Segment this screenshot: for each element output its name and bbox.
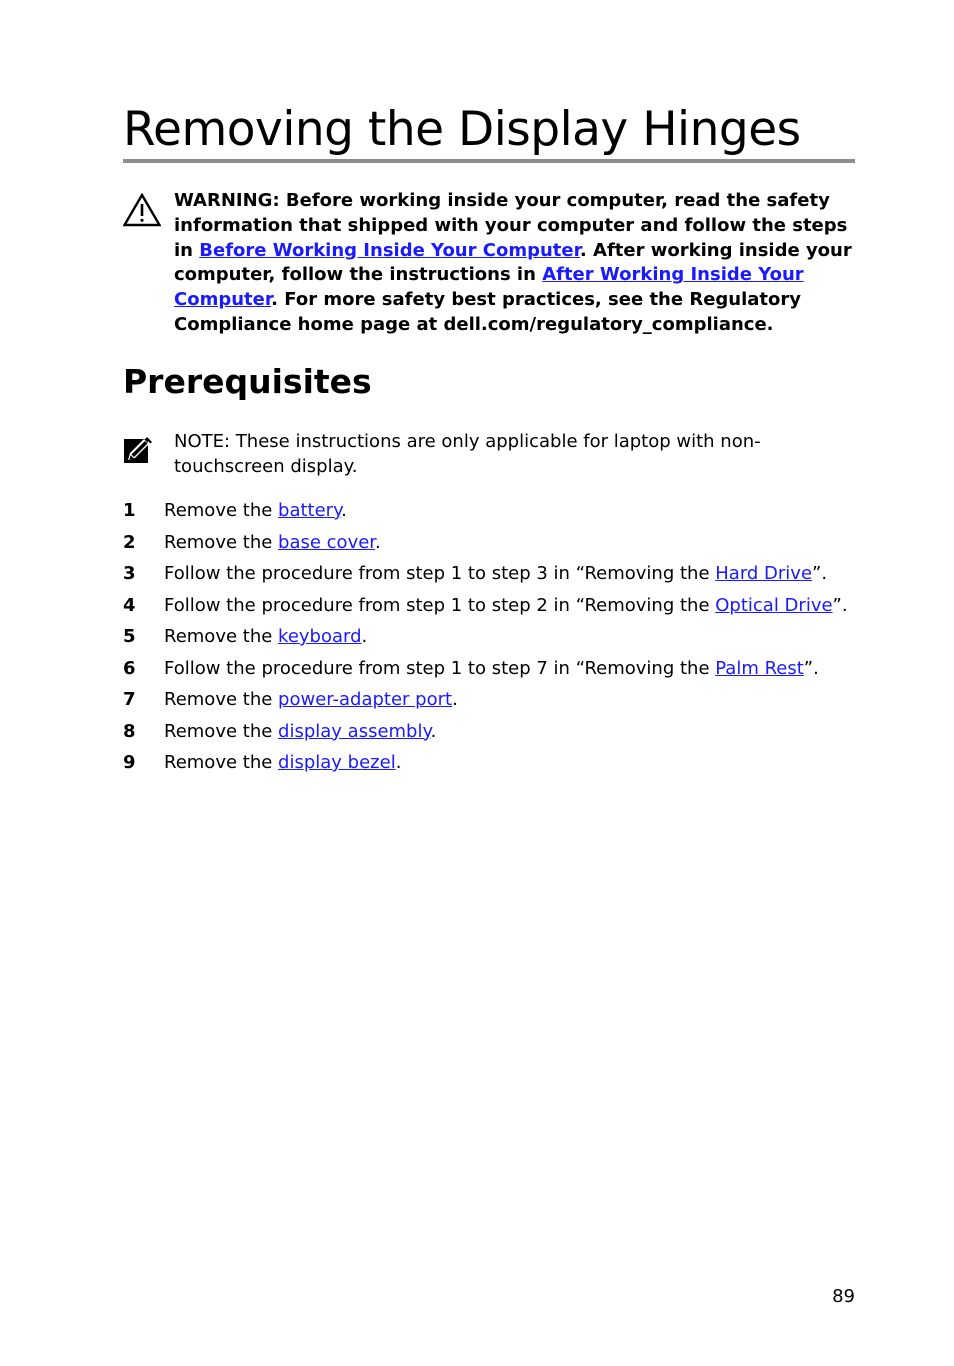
step-link[interactable]: Palm Rest — [715, 657, 804, 679]
warning-text-2: . After working inside your computer, follow the instructions in — [174, 239, 852, 286]
step-link[interactable]: display bezel — [278, 752, 396, 773]
step-text: Remove the — [164, 500, 279, 521]
step-link[interactable]: power-adapter port — [278, 689, 453, 710]
step-number: 3 — [123, 563, 136, 584]
before-working-link[interactable]: Before Working Inside Your Computer — [199, 239, 580, 261]
step-text-end: . — [375, 531, 381, 553]
list-item — [123, 687, 855, 712]
step-link[interactable]: display assembly — [278, 720, 431, 742]
list-item — [123, 561, 855, 586]
step-text: Remove the — [164, 689, 279, 710]
after-working-link[interactable]: After Working Inside Your Computer — [174, 264, 804, 311]
list-item — [123, 498, 855, 523]
page-title: Removing the Display Hinges — [123, 102, 801, 157]
step-text: Follow the procedure from step 1 to step 2 in “Removing the — [164, 594, 716, 616]
step-link[interactable]: keyboard — [278, 626, 362, 647]
warning-text-3: . For more safety best practices, see the Regulatory Compliance home page at dell.com/regulatory_compliance. — [174, 289, 801, 335]
step-number: 9 — [123, 752, 136, 773]
step-text: Follow the procedure from step 1 to step 3 in “Removing the — [164, 563, 716, 584]
step-text-end: . — [361, 626, 368, 647]
step-text: Follow the procedure from step 1 to step 7 in “Removing the — [164, 657, 716, 679]
step-text-end: . — [430, 720, 437, 742]
step-number: 4 — [123, 594, 136, 616]
warning-triangle-icon — [123, 193, 161, 227]
step-text-end: ”. — [812, 563, 828, 584]
step-link[interactable]: base cover — [278, 531, 376, 553]
page-number: 89 — [832, 1286, 855, 1307]
list-item — [123, 624, 855, 649]
list-item — [123, 719, 855, 744]
list-item — [123, 656, 855, 681]
step-text: Remove the — [164, 752, 279, 773]
step-number: 8 — [123, 720, 136, 742]
list-item — [123, 593, 855, 618]
note-label: NOTE: — [174, 431, 231, 452]
list-item — [123, 750, 855, 775]
step-text-end: ”. — [803, 657, 819, 679]
step-link[interactable]: Hard Drive — [715, 563, 813, 584]
step-text: Remove the — [164, 626, 279, 647]
step-text-end: ”. — [832, 594, 848, 616]
step-text-end: . — [452, 689, 458, 710]
step-text-end: . — [395, 752, 402, 773]
step-text: Remove the — [164, 720, 279, 742]
note-pencil-icon — [123, 436, 153, 466]
prerequisite-steps-list — [123, 498, 855, 782]
step-link[interactable]: Optical Drive — [715, 594, 833, 616]
step-text: Remove the — [164, 531, 279, 553]
note-body: These instructions are only applicable for laptop with non-touchscreen display. — [174, 431, 761, 477]
title-underline — [123, 159, 855, 163]
warning-text-1: WARNING: Before working inside your computer, read the safety information that shipped with your computer and follow the steps in — [174, 190, 848, 261]
note-message — [174, 429, 834, 479]
step-link[interactable]: battery — [278, 500, 342, 521]
section-heading-prerequisites: Prerequisites — [123, 362, 372, 401]
step-number: 5 — [123, 626, 136, 647]
step-number: 1 — [123, 500, 136, 521]
step-number: 6 — [123, 657, 136, 679]
step-text-end: . — [341, 500, 347, 521]
warning-message — [174, 189, 854, 338]
step-number: 7 — [123, 689, 136, 710]
list-item — [123, 530, 855, 555]
step-number: 2 — [123, 531, 136, 553]
